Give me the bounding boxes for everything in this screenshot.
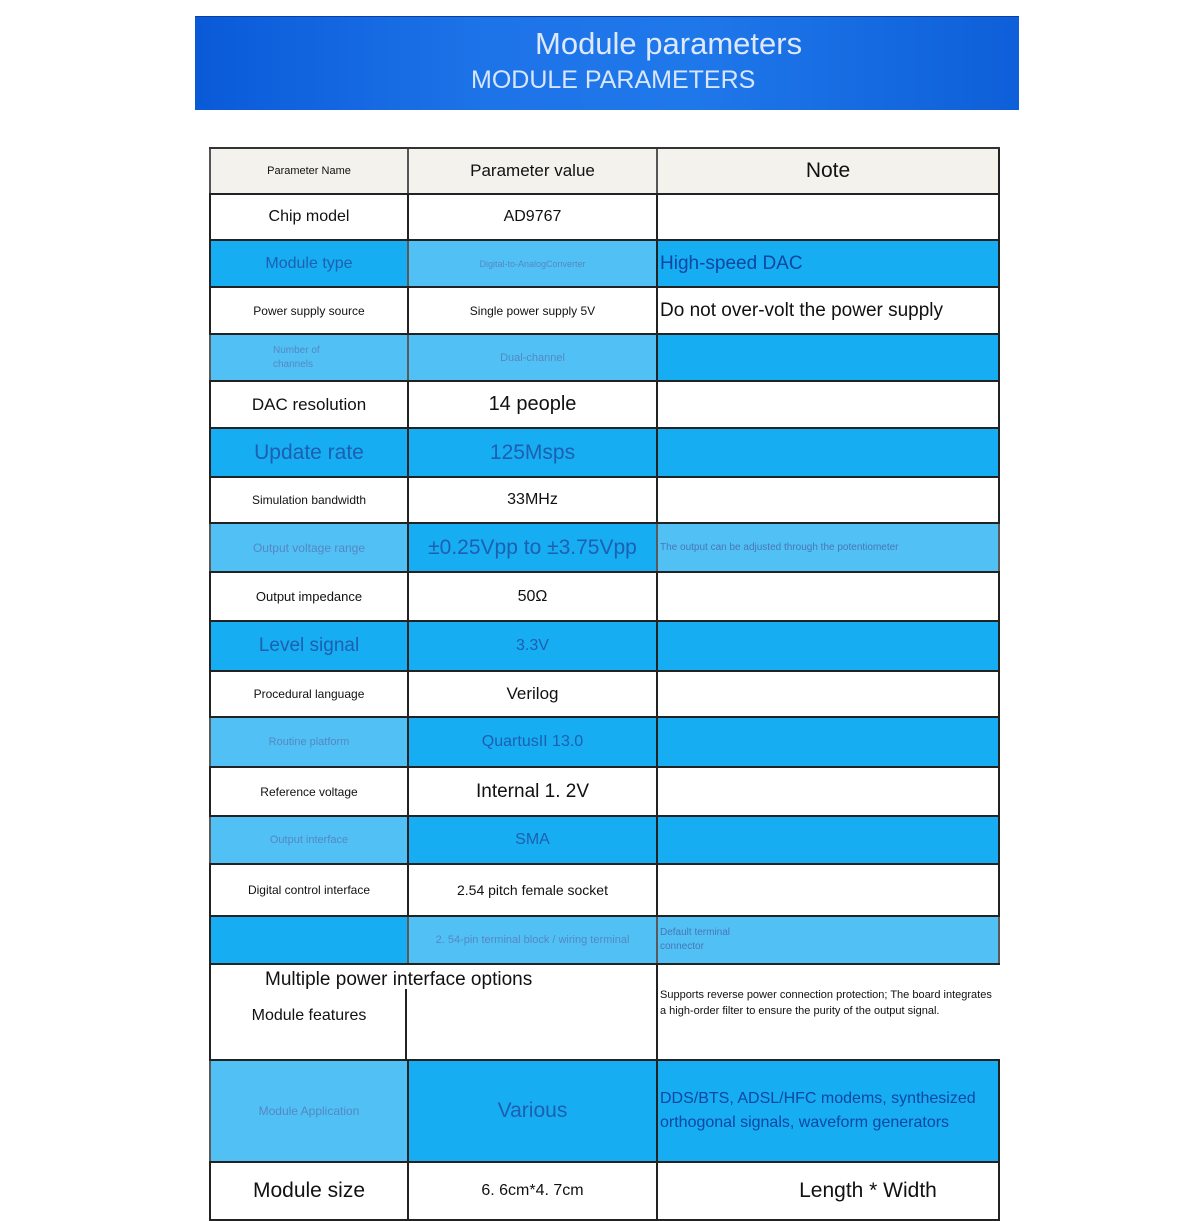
param-value-cell: 50Ω: [407, 573, 656, 620]
table-row: [209, 865, 1000, 917]
param-value-cell: 6. 6cm*4. 7cm: [407, 1163, 656, 1219]
param-note-cell: [656, 718, 1000, 766]
param-note-cell: [656, 622, 1000, 670]
param-note-cell: DDS/BTS, ADSL/HFC modems, synthesized orthogonal signals, waveform generators: [656, 1061, 1000, 1161]
param-name-cell: Output impedance: [209, 573, 407, 620]
param-value-cell: QuartusII 13.0: [407, 718, 656, 766]
param-name-cell: Level signal: [209, 622, 407, 670]
param-name-cell: Module features: [209, 965, 407, 1059]
param-note-cell: [656, 865, 1000, 915]
table-row: [209, 382, 1000, 429]
param-note-cell: [656, 817, 1000, 863]
param-value-cell: 2.54 pitch female socket: [407, 865, 656, 915]
param-note-cell: [656, 335, 1000, 380]
param-name-cell: Chip model: [209, 195, 407, 239]
table-row: [209, 195, 1000, 241]
param-value-cell: SMA: [407, 817, 656, 863]
page-subtitle: MODULE PARAMETERS: [471, 66, 756, 94]
param-value-cell: Single power supply 5V: [407, 288, 656, 333]
param-name-cell: Digital control interface: [209, 865, 407, 915]
param-note-cell: Supports reverse power connection protection; The board integrates a high-order filter to ensure the purity of the output signal.: [656, 965, 1000, 1059]
param-name-cell: Simulation bandwidth: [209, 478, 407, 522]
header-parameter-value: Parameter value: [407, 149, 656, 193]
table-row: [209, 1163, 1000, 1221]
table-row: [209, 429, 1000, 478]
param-value-cell: 14 people: [407, 382, 656, 427]
param-value-cell: AD9767: [407, 195, 656, 239]
table-row: [209, 241, 1000, 288]
param-value-cell: 3.3V: [407, 622, 656, 670]
param-note-cell: [656, 768, 1000, 815]
param-name-cell: Output interface: [209, 817, 407, 863]
param-note-cell: Length * Width: [656, 1163, 1000, 1219]
param-name-cell: Module Application: [209, 1061, 407, 1161]
param-note-cell: Default terminal connector: [656, 917, 1000, 963]
cell-divider: [405, 989, 407, 1059]
table-row: [209, 718, 1000, 768]
features-overlay-text: Multiple power interface options: [265, 969, 533, 990]
table-row: [209, 622, 1000, 672]
param-name-cell: [209, 917, 407, 963]
param-value-cell: Digital-to-AnalogConverter: [407, 241, 656, 286]
param-name-cell: Number of channels: [209, 335, 407, 380]
table-row: [209, 478, 1000, 524]
parameters-table: [209, 147, 1000, 1221]
header-note: Note: [656, 149, 1000, 193]
param-name-cell: Procedural language: [209, 672, 407, 716]
param-value-cell: 2. 54-pin terminal block / wiring terminal: [407, 917, 656, 963]
header-parameter-name: Parameter Name: [209, 149, 407, 193]
param-note-cell: [656, 478, 1000, 522]
table-header-row: [209, 149, 1000, 195]
param-note-cell: High-speed DAC: [656, 241, 1000, 286]
param-value-cell: Dual-channel: [407, 335, 656, 380]
param-note-cell: [656, 672, 1000, 716]
param-note-cell: [656, 382, 1000, 427]
param-note-cell: Do not over-volt the power supply: [656, 288, 1000, 333]
table-row: [209, 1061, 1000, 1163]
param-value-cell: Internal 1. 2V: [407, 768, 656, 815]
param-name-cell: Module size: [209, 1163, 407, 1219]
table-row: [209, 768, 1000, 817]
param-note-cell: [656, 195, 1000, 239]
param-name-cell: DAC resolution: [209, 382, 407, 427]
param-name-cell: Routine platform: [209, 718, 407, 766]
param-name-cell: Power supply source: [209, 288, 407, 333]
param-name-cell: Output voltage range: [209, 524, 407, 571]
table-row: [209, 524, 1000, 573]
param-value-cell: 125Msps: [407, 429, 656, 476]
param-value-cell: Verilog: [407, 672, 656, 716]
table-row: [209, 817, 1000, 865]
title-banner: [195, 16, 1019, 110]
param-name-cell: Module type: [209, 241, 407, 286]
param-value-cell: ±0.25Vpp to ±3.75Vpp: [407, 524, 656, 571]
param-note-cell: [656, 429, 1000, 476]
table-row: [209, 573, 1000, 622]
table-row: [209, 672, 1000, 718]
param-value-cell: 33MHz: [407, 478, 656, 522]
page-title: Module parameters: [535, 26, 803, 61]
table-row: [209, 288, 1000, 335]
param-note-cell: The output can be adjusted through the potentiometer: [656, 524, 1000, 571]
param-name-cell: Update rate: [209, 429, 407, 476]
param-note-cell: [656, 573, 1000, 620]
table-row: [209, 917, 1000, 965]
param-value-cell: Various: [407, 1061, 656, 1161]
table-row: [209, 965, 1000, 1061]
table-row: [209, 335, 1000, 382]
param-name-cell: Reference voltage: [209, 768, 407, 815]
